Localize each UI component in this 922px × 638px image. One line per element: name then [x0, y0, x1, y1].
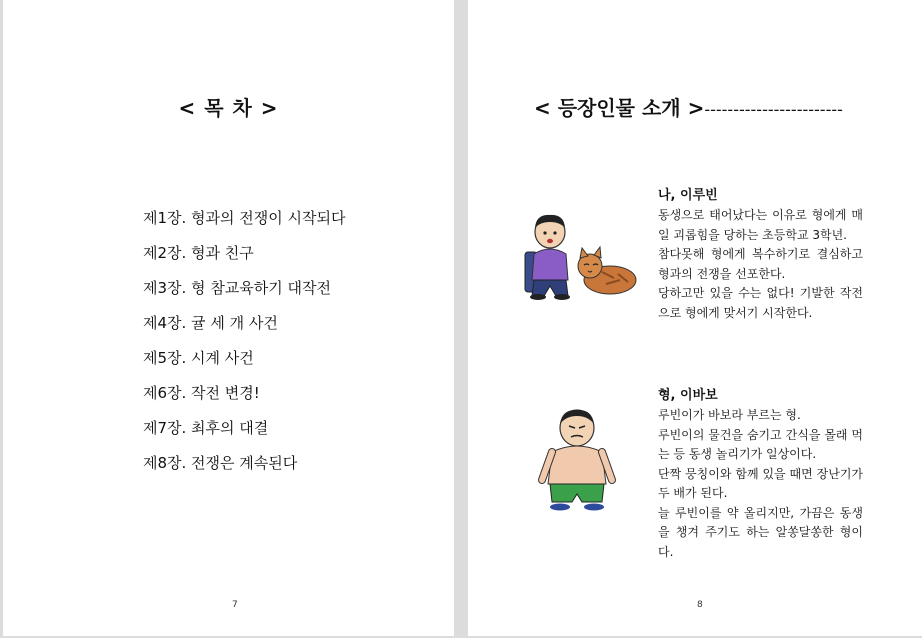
page-number: 8	[697, 600, 703, 610]
left-page	[3, 0, 454, 636]
toc-list	[143, 208, 346, 488]
character-name: 형, 이바보	[658, 388, 718, 403]
toc-item: 제1장. 형과의 전쟁이 시작되다	[143, 209, 346, 227]
description-line: 참다못해 형에게 복수하기로 결심하고 형과의 전쟁을 선포한다.	[658, 247, 863, 281]
description-line: 늘 루빈이를 약 올리지만, 가끔은 동생을 챙겨 주기도 하는 알쏭달쏭한 형이다.	[658, 505, 863, 559]
toc-item: 제8장. 전쟁은 계속된다	[143, 454, 298, 472]
character-card	[658, 386, 863, 562]
description-line: 동생으로 태어났다는 이유로 형에게 매일 괴롭힘을 당하는 초등학교 3학년.	[658, 208, 863, 242]
toc-item: 제5장. 시계 사건	[143, 349, 254, 367]
cast-title-text: < 등장인물 소개 >	[534, 96, 705, 120]
toc-item: 제7장. 최후의 대결	[143, 419, 269, 437]
toc-item: 제2장. 형과 친구	[143, 244, 254, 262]
older-brother-illustration	[536, 406, 618, 514]
page-number: 7	[232, 600, 238, 610]
cast-title	[534, 92, 843, 121]
rubin-and-cat-illustration	[522, 210, 640, 302]
toc-item: 제4장. 귤 세 개 사건	[143, 314, 278, 332]
description-line: 루빈이가 바보라 부르는 형.	[658, 408, 801, 422]
description-line: 단짝 뭉칭이와 함께 있을 때면 장난기가 두 배가 된다.	[658, 466, 863, 500]
right-page	[468, 0, 922, 636]
character-description	[658, 206, 863, 323]
description-line: 루빈이의 물건을 숨기고 간식을 몰래 먹는 등 동생 놀리기가 일상이다.	[658, 427, 863, 461]
character-card	[658, 186, 863, 323]
toc-title: < 목 차 >	[178, 96, 279, 120]
character-name: 나, 이루빈	[658, 188, 718, 203]
description-line: 당하고만 있을 수는 없다! 기발한 작전으로 형에게 맞서기 시작한다.	[658, 286, 863, 320]
toc-item: 제3장. 형 참교육하기 대작전	[143, 279, 332, 297]
title-dashes: ------------------------	[704, 100, 843, 119]
toc-item: 제6장. 작전 변경!	[143, 384, 260, 402]
character-description	[658, 406, 863, 562]
